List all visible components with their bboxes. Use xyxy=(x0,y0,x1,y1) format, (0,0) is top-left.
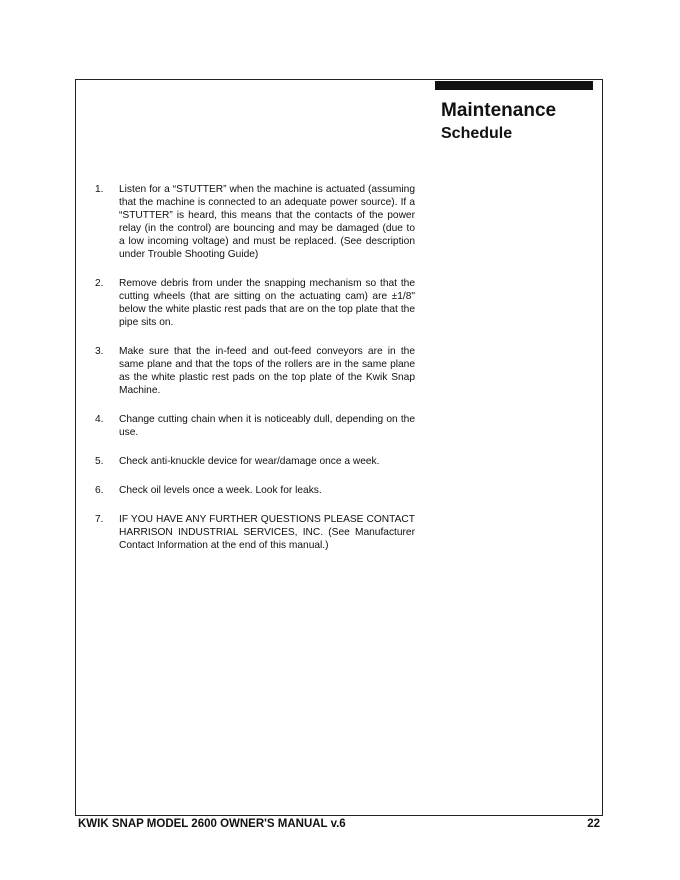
item-number: 2. xyxy=(95,278,104,289)
item-number: 6. xyxy=(95,485,104,496)
item-number: 5. xyxy=(95,456,104,467)
maintenance-item-1 xyxy=(95,183,415,261)
section-header-bar xyxy=(435,81,593,90)
maintenance-list xyxy=(95,183,415,568)
footer-page-number: 22 xyxy=(587,818,600,830)
item-text: Listen for a “STUTTER” when the machine is actuated (assuming that the machine is connected to an adequate power source). If a “STUTTER” is heard, this means that the contacts of the power relay (in the control) are bouncing and may be damaged (due to a low incoming voltage) and must be replaced. (See description under Trouble Shooting Guide) xyxy=(119,184,415,260)
item-number: 1. xyxy=(95,184,104,195)
item-text: Check anti-knuckle device for wear/damage once a week. xyxy=(119,456,380,467)
item-number: 4. xyxy=(95,414,104,425)
maintenance-item-2 xyxy=(95,277,415,329)
section-subtitle: Schedule xyxy=(441,125,513,142)
item-text: IF YOU HAVE ANY FURTHER QUESTIONS PLEASE CONTACT HARRISON INDUSTRIAL SERVICES, INC. (See Manufacturer Contact Information at the end of this manual.) xyxy=(119,514,415,551)
maintenance-item-7 xyxy=(95,513,415,552)
maintenance-item-6 xyxy=(95,484,415,497)
section-title: Maintenance xyxy=(441,100,557,121)
item-text: Check oil levels once a week. Look for leaks. xyxy=(119,485,322,496)
footer-manual-title: KWIK SNAP MODEL 2600 OWNER'S MANUAL v.6 xyxy=(78,818,346,830)
item-number: 3. xyxy=(95,346,104,357)
maintenance-item-4 xyxy=(95,413,415,439)
item-text: Change cutting chain when it is noticeably dull, depending on the use. xyxy=(119,414,415,438)
item-number: 7. xyxy=(95,514,104,525)
item-text: Remove debris from under the snapping mechanism so that the cutting wheels (that are sitting on the actuating cam) are ±1/8" below the white plastic rest pads that are on the top plate that the pipe sits on. xyxy=(119,278,415,328)
item-text: Make sure that the in-feed and out-feed conveyors are in the same plane and that the tops of the rollers are in the same plane as the white plastic rest pads on the top plate of the Kwik Snap Machine. xyxy=(119,346,415,396)
maintenance-item-3 xyxy=(95,345,415,397)
maintenance-item-5 xyxy=(95,455,415,468)
